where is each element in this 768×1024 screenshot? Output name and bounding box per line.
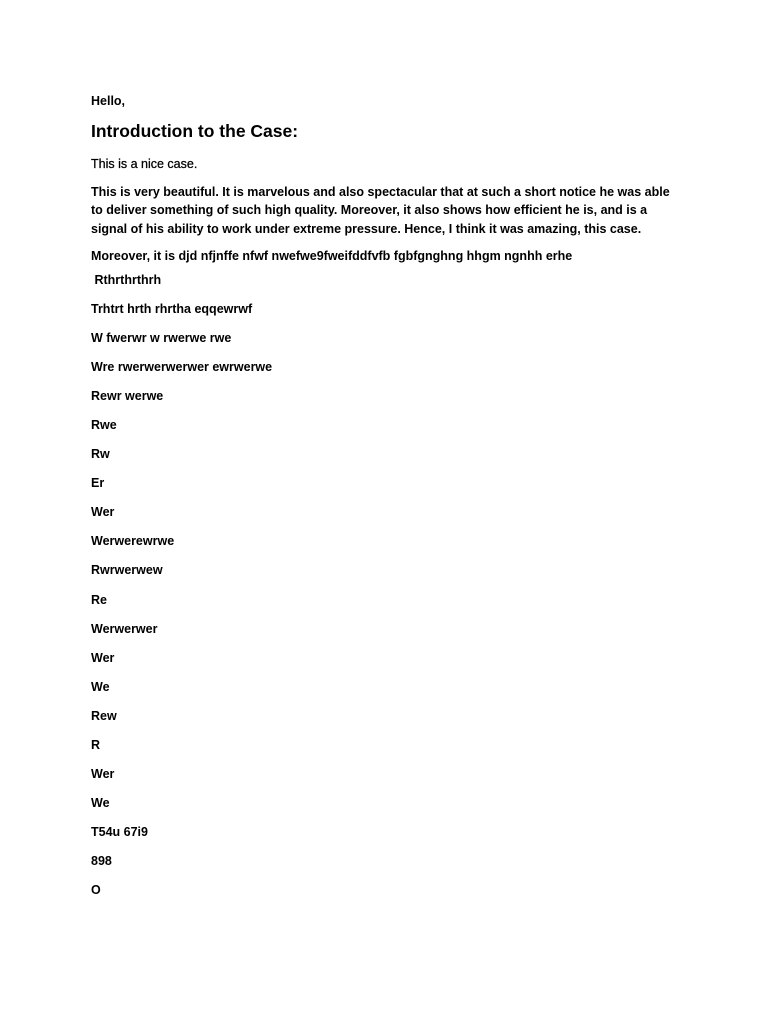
text-line: Rwrwerwew (91, 563, 163, 578)
section-heading: Introduction to the Case: (91, 121, 299, 141)
text-line: 898 (91, 854, 112, 869)
text-line: Er (91, 476, 105, 491)
text-line: T54u 67i9 (91, 825, 148, 840)
text-line: Wer (91, 505, 115, 520)
text-line: We (91, 679, 110, 694)
moreover-paragraph: Moreover, it is djd nfjnffe nfwf nwefwe9fweifddfvfb fgbfgnghng hhgm ngnhh erhe (91, 249, 573, 263)
text-line: We (91, 796, 110, 811)
text-line: Rthrthrthrh (91, 272, 162, 287)
document-body (91, 92, 681, 906)
text-line: Rewr werwe (91, 388, 164, 403)
text-line: Trhtrt hrth rhrtha eqqewrwf (91, 301, 253, 316)
text-line: R (91, 738, 101, 752)
text-line: Rew (91, 708, 117, 723)
text-line: W fwerwr w rwerwe rwe (91, 330, 232, 345)
text-line: Wer (91, 650, 115, 665)
text-lines (91, 266, 681, 906)
text-line: Rw (91, 447, 110, 462)
text-line: Werwerewrwe (91, 534, 175, 549)
text-line: Wer (91, 767, 115, 782)
intro-paragraph: This is a nice case. (91, 157, 198, 171)
text-line: Rwe (91, 417, 117, 432)
greeting-text: Hello, (91, 94, 126, 108)
text-line: Wre rwerwerwerwer ewrwerwe (91, 359, 273, 374)
text-line: Re (91, 592, 107, 607)
text-line: Werwerwer (91, 621, 158, 636)
body-paragraph: This is very beautiful. It is marvelous and also spectacular that at such a short notice he was able to deliver something of such high quality. Moreover, it also shows how efficient he is, and is a signal of his ability to work under extreme pressure. Hence, I think it was amazing, this case. (91, 184, 670, 236)
text-line: O (91, 883, 101, 898)
